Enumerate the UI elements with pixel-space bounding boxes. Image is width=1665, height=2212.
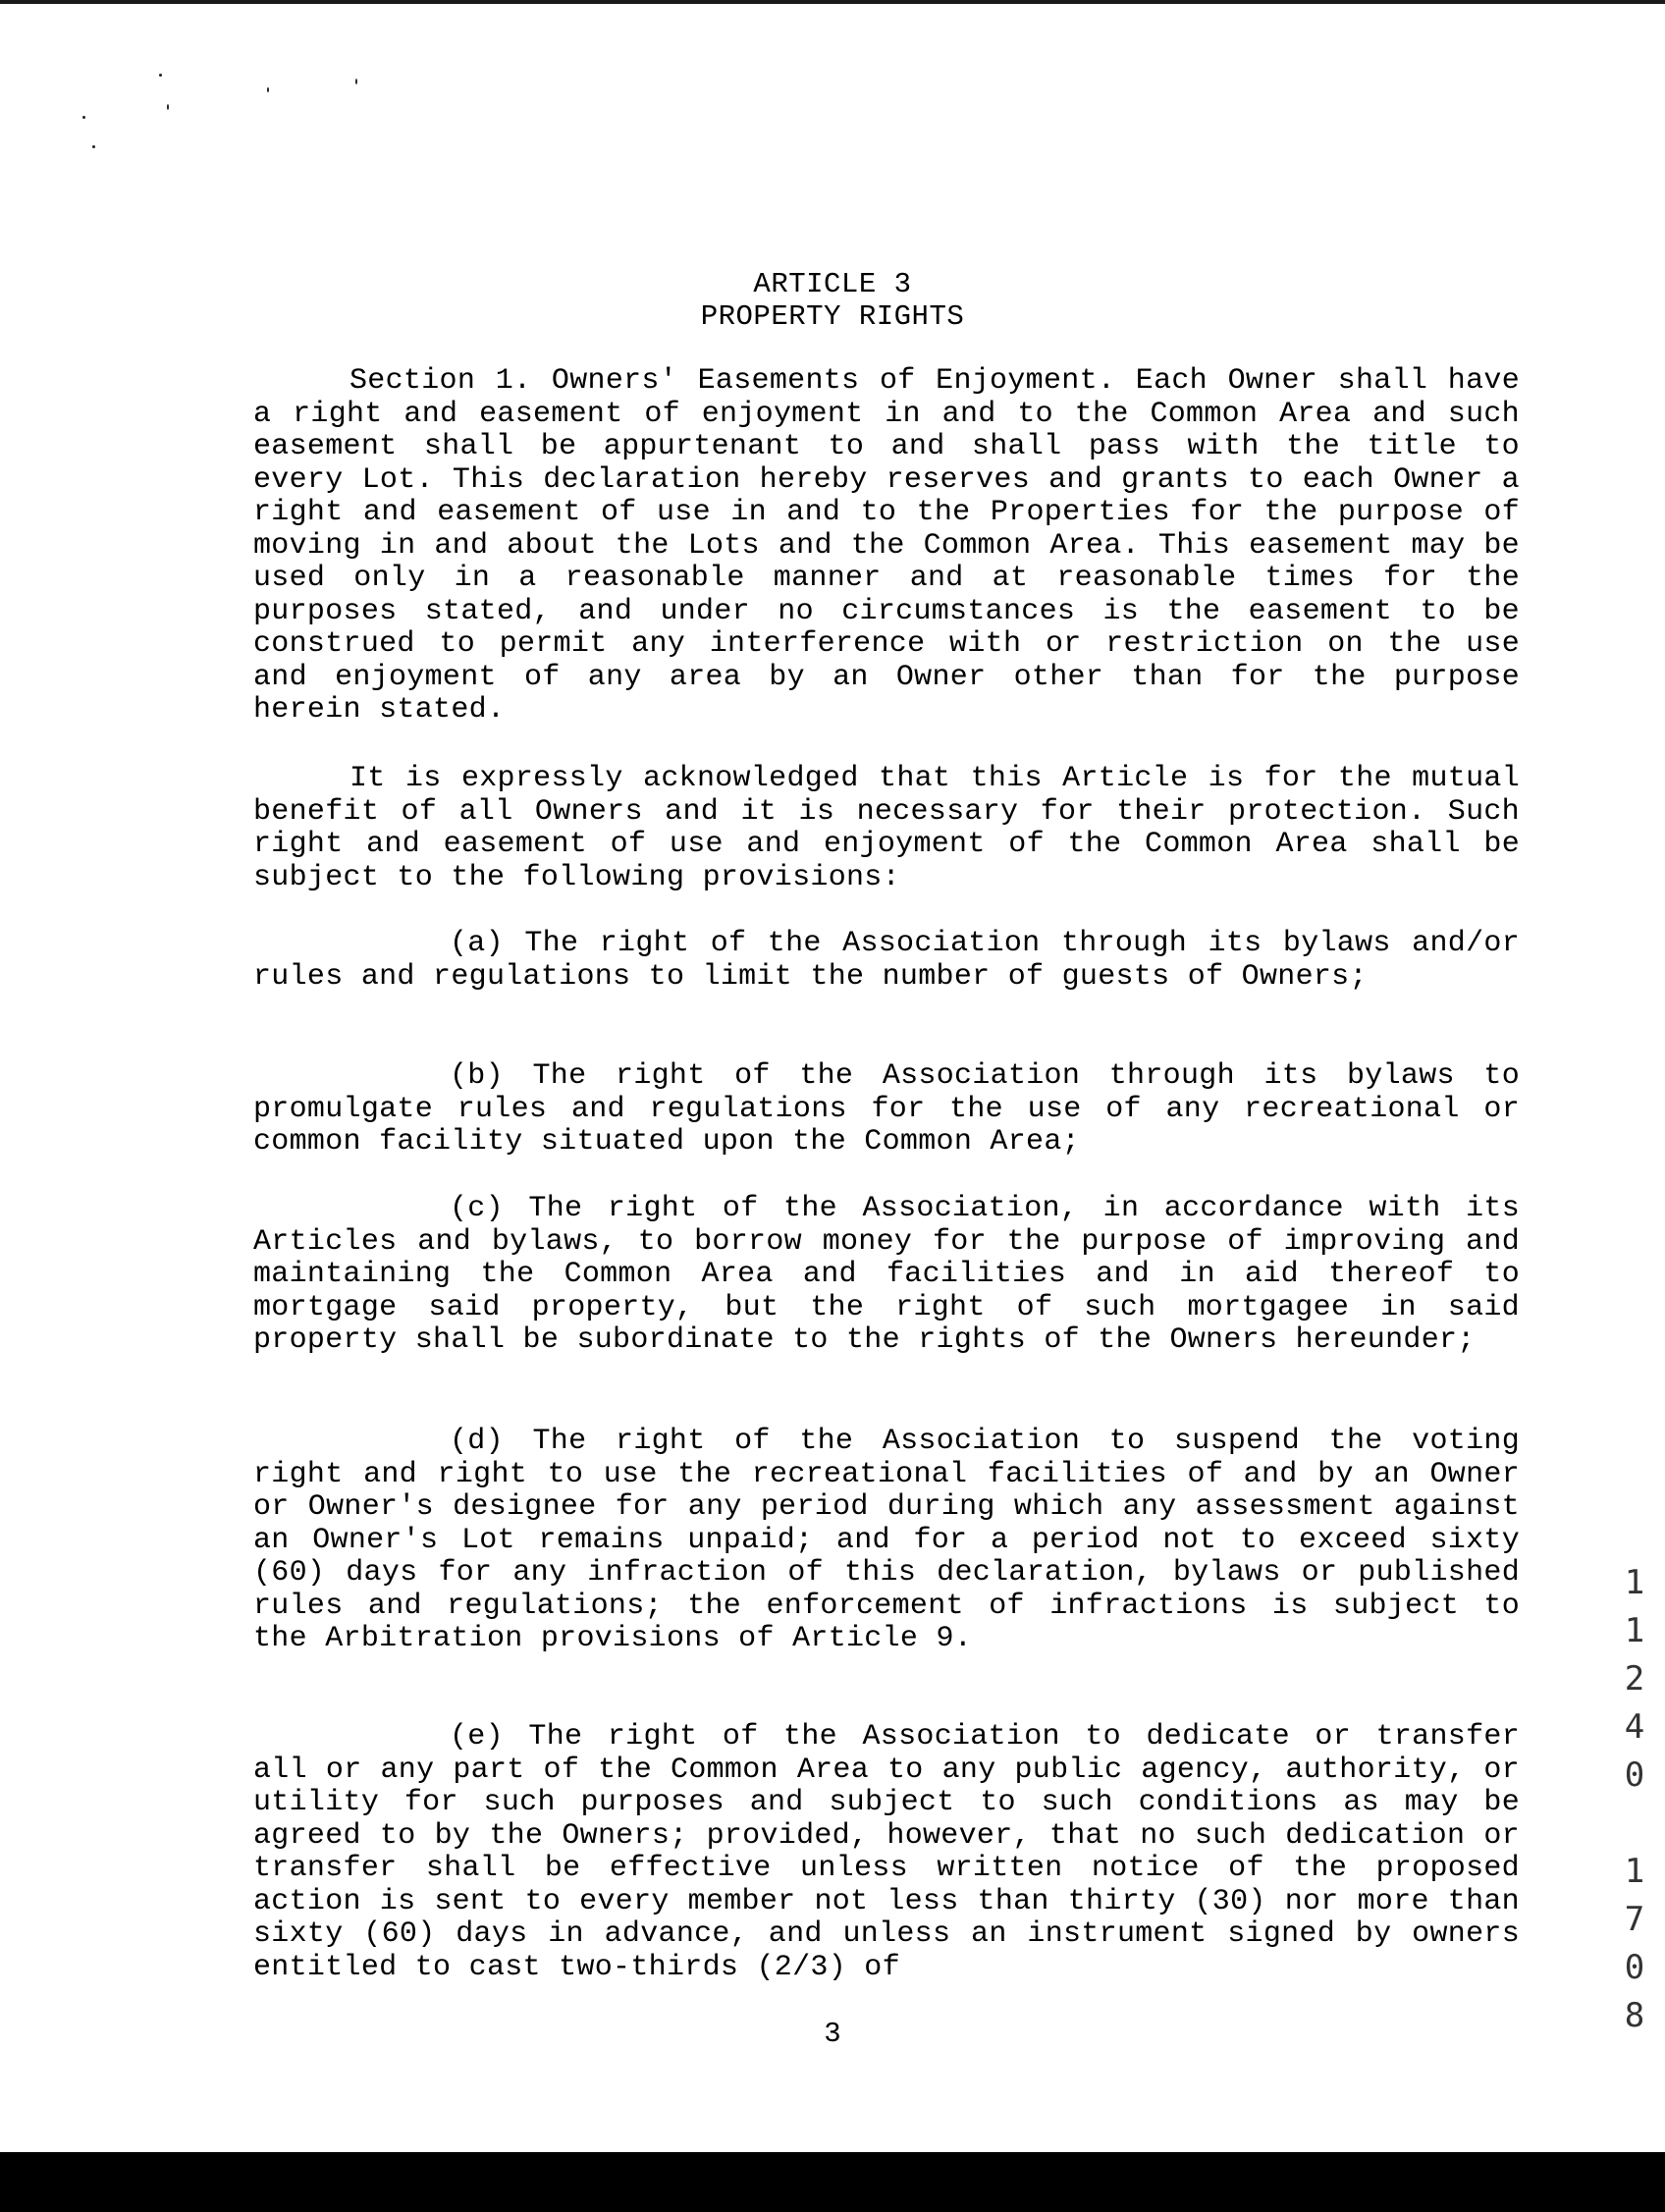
scan-speck: [92, 145, 95, 148]
provision-a: (a) The right of the Association through its bylaws and/or rules and regulations to limit the number of guests of Owners;: [253, 927, 1520, 994]
margin-digit: 0: [1624, 1948, 1645, 1987]
article-title: ARTICLE 3: [753, 268, 912, 300]
scan-speck: [167, 104, 169, 110]
provision-b: (b) The right of the Association through its bylaws to promulgate rules and regulations for the use of any recreational or common facility situated upon the Common Area;: [253, 1059, 1520, 1159]
margin-digit: 1: [1624, 1563, 1645, 1602]
margin-document-number: [1620, 1559, 1649, 2040]
scan-speck: [159, 74, 162, 77]
margin-digit: 8: [1624, 1996, 1645, 2035]
margin-digit: 0: [1624, 1755, 1645, 1795]
page-number: 3: [824, 2018, 841, 2050]
scan-speck: [267, 87, 269, 92]
article-subtitle: PROPERTY RIGHTS: [700, 300, 965, 333]
acknowledgement-paragraph: It is expressly acknowledged that this Article is for the mutual benefit of all Owners and it is necessary for their protection. Such right and easement of use and enjoyment of the Common Area shall be subject to the following provisions:: [253, 762, 1520, 894]
margin-digit: 7: [1624, 1900, 1645, 1939]
scan-top-edge: [0, 0, 1665, 4]
margin-digit: 2: [1624, 1659, 1645, 1699]
scan-bottom-band: [0, 2152, 1665, 2212]
provision-e: (e) The right of the Association to dedicate or transfer all or any part of the Common Area to any public agency, authority, or utility for such purposes and subject to such conditions as may be agreed to by the Owners; provided, however, that no such dedication or transfer shall be effective unless written notice of the proposed action is sent to every member not less than thirty (30) nor more than sixty (60) days in advance, and unless an instrument signed by owners entitled to cast two-thirds (2/3) of: [253, 1720, 1520, 1984]
scan-speck: [82, 116, 85, 119]
margin-digit: 1: [1624, 1852, 1645, 1891]
scan-speck: [355, 79, 357, 84]
margin-digit: 4: [1624, 1707, 1645, 1747]
provision-d: (d) The right of the Association to suspend the voting right and right to use the recreational facilities of and by an Owner or Owner's designee for any period during which any assessment against an Owner's Lot remains unpaid; and for a period not to exceed sixty (60) days for any infraction of this declaration, bylaws or published rules and regulations; the enforcement of infractions is subject to the Arbitration provisions of Article 9.: [253, 1425, 1520, 1655]
margin-gap: [1620, 1800, 1649, 1848]
section-1-paragraph: Section 1. Owners' Easements of Enjoyment. Each Owner shall have a right and easement of enjoyment in and to the Common Area and such easement shall be appurtenant to and shall pass with the title to every Lot. This declaration hereby reserves and grants to each Owner a right and easement of use in and to the Properties for the purpose of moving in and about the Lots and the Common Area. This easement may be used only in a reasonable manner and at reasonable times for the purposes stated, and under no circumstances is the easement to be construed to permit any interference with or restriction on the use and enjoyment of any area by an Owner other than for the purpose herein stated.: [253, 364, 1520, 727]
margin-digit: 1: [1624, 1611, 1645, 1650]
provision-c: (c) The right of the Association, in accordance with its Articles and bylaws, to borrow money for the purpose of improving and maintaining the Common Area and facilities and in aid thereof to mortgage said property, but the right of such mortgagee in said property shall be subordinate to the rights of the Owners hereunder;: [253, 1192, 1520, 1357]
